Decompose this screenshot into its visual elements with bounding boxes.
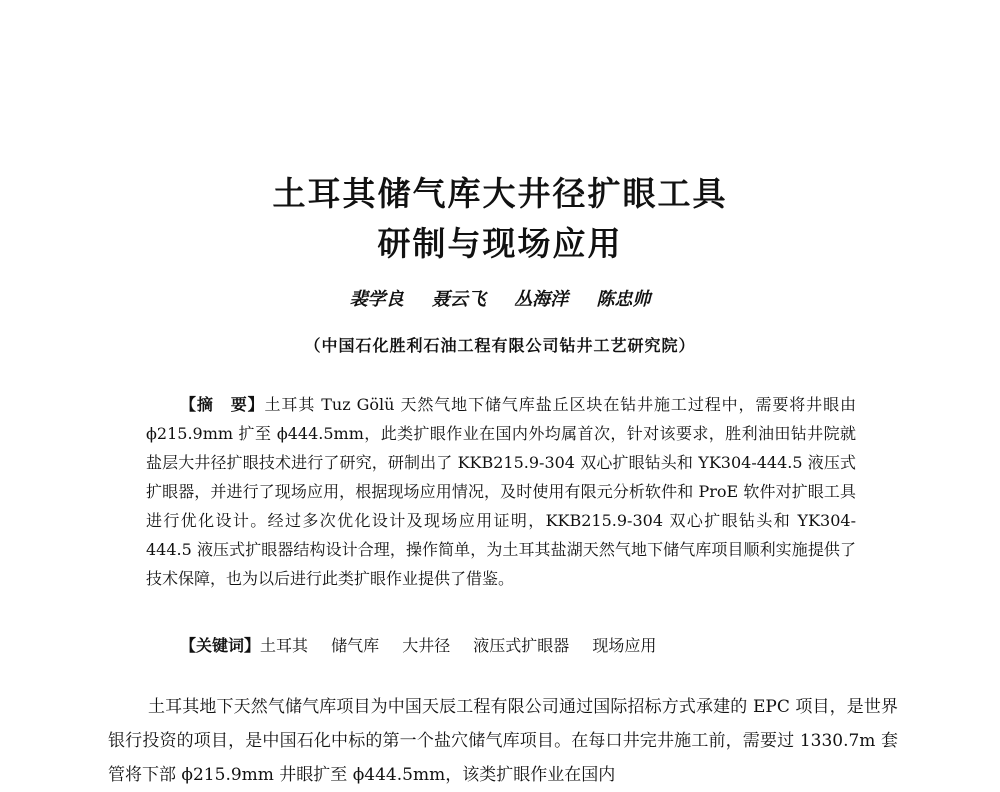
abstract-text: 土耳其 Tuz Gölü 天然气地下储气库盐丘区块在钻井施工过程中，需要将井眼由 ϕ215.9mm 扩至 ϕ444.5mm，此类扩眼作业在国内外均属首次，针对该要求，胜利油田钻井院就盐层大井径扩眼技术进行了研究，研制出了 KKB215.9-304 双心扩眼钻头和 YK304-444.5 液压式扩眼器，并进行了现场应用，根据现场应用情况，及时使用有限元分析软件和 ProE 软件对扩眼工具进行优化设计。经过多次优化设计及现场应用证明，KKB215.9-304 双心扩眼钻头和 YK304-444.5 液压式扩眼器结构设计合理，操作简单，为土耳其盐湖天然气地下储气库项目顺利实施提供了技术保障，也为以后进行此类扩眼作业提供了借鉴。	[146, 395, 856, 588]
title-line-2: 研制与现场应用	[377, 224, 623, 263]
keywords-label: 【关键词】	[180, 636, 261, 655]
body-paragraph: 土耳其地下天然气储气库项目为中国天辰工程有限公司通过国际招标方式承建的 EPC 项目，是世界银行投资的项目，是中国石化中标的第一个盐穴储气库项目。在每口井完井施工前，需要过 1330.7m 套管将下部 ϕ215.9mm 井眼扩至 ϕ444.5mm，该类扩眼作业在国内	[108, 697, 898, 785]
keywords-text: 土耳其 储气库 大井径 液压式扩眼器 现场应用	[260, 636, 657, 655]
affiliation: （中国石化胜利石油工程有限公司钻井工艺研究院）	[304, 336, 696, 355]
keywords	[180, 631, 860, 660]
authors: 裴学良 聂云飞 丛海洋 陈忠帅	[349, 289, 651, 310]
abstract	[146, 390, 856, 593]
title-line-1: 土耳其储气库大井径扩眼工具	[272, 174, 728, 213]
abstract-label: 【摘 要】	[180, 395, 265, 414]
